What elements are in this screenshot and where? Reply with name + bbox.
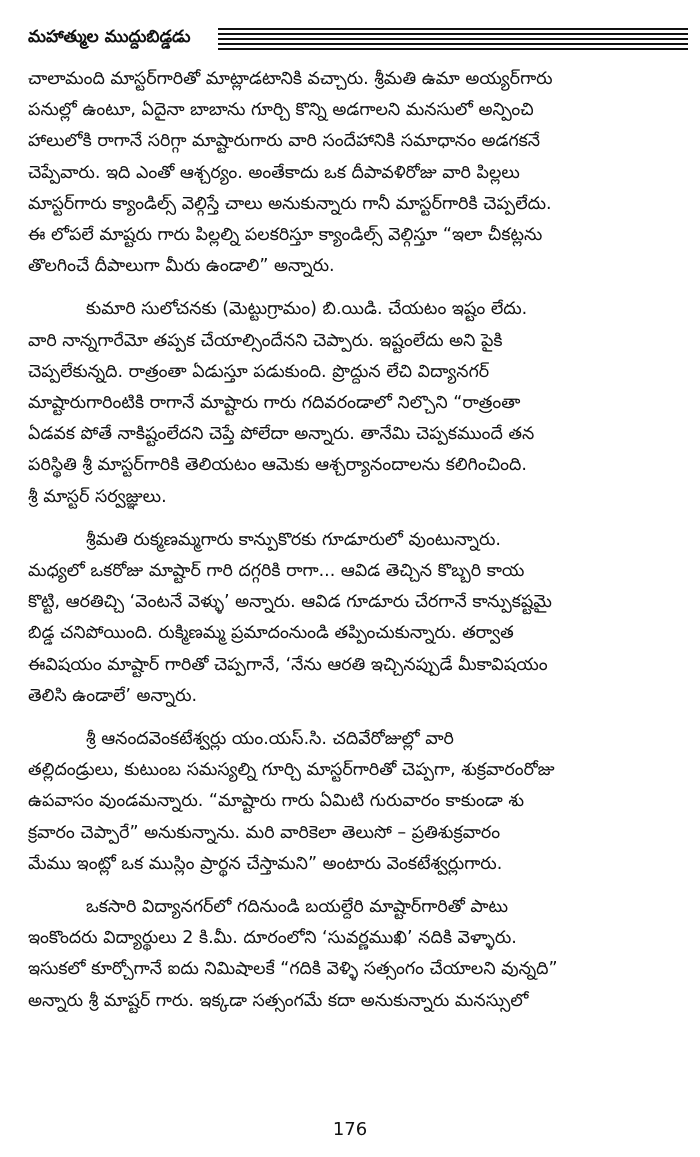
- text-line: తల్లిదండ్రులు, కుటుంబ సమస్యల్ని గూర్చి మాస్టర్‌గారితో చెప్పగా, శుక్రవారంరోజు: [28, 760, 555, 781]
- text-line: ఏడవక పోతే నాకిష్టంలేదని చెప్తే పోలేదా అన్నారు. తానేమి చెప్పకముందే తన: [28, 424, 535, 445]
- running-title: మహాత్ముల ముద్దుబిడ్డడు: [28, 27, 191, 47]
- paragraph-3: [28, 525, 680, 712]
- text-line: ఒకసారి విద్యానగర్‌లో గదినుండి బయల్దేరి మాష్టార్‌గారితో పాటు: [86, 897, 509, 918]
- paragraph-4: [28, 724, 680, 880]
- paragraph-5: [28, 892, 680, 1017]
- text-line: అన్నారు శ్రీ మాష్టర్ గారు. ఇక్కడా సత్సంగమే కదా అనుకున్నారు మనస్సులో: [28, 990, 529, 1011]
- text-line: తొలగించే దీపాలుగా మీరు ఉండాలి” అన్నారు.: [28, 256, 335, 277]
- paragraph-1: [28, 64, 680, 282]
- text-line: పరిస్థితి శ్రీ మాస్టర్‌గారికి తెలియటం ఆమెకు ఆశ్చర్యానందాలను కలిగించింది.: [28, 455, 527, 476]
- text-line: వారి నాన్నగారేమో తప్పక చేయాల్సిందేనని చెప్పారు. ఇష్టంలేదు అని పైకి: [28, 330, 503, 351]
- text-line: ఇసుకలో కూర్చోగానే ఐదు నిమిషాలకే “గదికి వెళ్ళి సత్సంగం చేయాలని వున్నది”: [28, 959, 558, 980]
- text-line: కొట్టి, ఆరతిచ్చి ‘వెంటనే వెళ్ళు’ అన్నారు. ఆవిడ గూడూరు చేరగానే కాన్పుకష్టమై: [28, 592, 552, 613]
- text-line: క్రవారం చెప్పారే” అనుకున్నాను. మరి వారికెలా తెలుసో – ప్రతిశుక్రవారం: [28, 822, 501, 843]
- text-line: తెలిసి ఉండాలే’ అన్నారు.: [28, 685, 198, 706]
- text-line: చెప్పేవారు. ఇది ఎంతో ఆశ్చర్యం. అంతేకాదు ఒక దీపావళిరోజు వారి పిల్లలు: [28, 162, 520, 183]
- text-line: చెప్పలేకున్నది. రాత్రంతా ఏడుస్తూ పడుకుంది. ప్రొద్దున లేచి విద్యానగర్: [28, 361, 490, 382]
- page-header: [28, 26, 688, 56]
- text-line: ఈవిషయం మాష్టార్ గారితో చెప్పగానే, ‘నేను ఆరతి ఇచ్చినప్పుడే మీకావిషయం: [28, 654, 548, 675]
- header-rules: [218, 28, 688, 53]
- text-line: ఈ లోపలే మాష్టరు గారు పిల్లల్ని పలకరిస్తూ క్యాండిల్స్ వెల్గిస్తూ “ఇలా చీకట్లను: [28, 225, 543, 246]
- text-line: బిడ్డ చనిపోయింది. రుక్మిణమ్మ ప్రమాదంనుండి తప్పించుకున్నారు. తర్వాత: [28, 623, 514, 644]
- text-line: ఇంకొందరు విద్యార్థులు 2 కి.మీ. దూరంలోని ‘సువర్ణముఖి’ నదికి వెళ్ళారు.: [28, 928, 517, 949]
- text-line: హాలులోకి రాగానే సరిగ్గా మాష్టారుగారు వారి సందేహానికి సమాధానం అడగకనే: [28, 131, 541, 152]
- text-line: శ్రీ ఆనందవెంకటేశ్వర్లు యం.యస్.సి. చదివేరోజుల్లో వారి: [86, 729, 454, 750]
- text-line: మధ్యలో ఒకరోజు మాష్టార్ గారి దగ్గరికి రాగా... ఆవిడ తెచ్చిన కొబ్బరి కాయ: [28, 561, 525, 582]
- text-line: చాలామంది మాస్టర్‌గారితో మాట్లాడటానికి వచ్చారు. శ్రీమతి ఉమా అయ్యర్‌గారు: [28, 69, 553, 89]
- text-line: మేము ఇంట్లో ఒక ముస్లిం ప్రార్థన చేస్తామని” అంటారు వెంకటేశ్వర్లుగారు.: [28, 853, 503, 874]
- paragraph-2: [28, 294, 680, 512]
- text-line: శ్రీ మాస్టర్ సర్వజ్ఞులు.: [28, 486, 167, 507]
- text-line: కుమారి సులోచనకు (మెట్టుగ్రామం) బి.యిడి. చేయటం ఇష్టం లేదు.: [86, 299, 528, 320]
- page-number: 176: [332, 1119, 368, 1140]
- text-line: మాష్టారుగారింటికి రాగానే మాష్టారు గారు గదివరండాలో నిల్చొని “రాత్రంతా: [28, 393, 521, 414]
- text-line: శ్రీమతి రుక్మణమ్మగారు కాన్పుకొరకు గూడూరులో వుంటున్నారు.: [86, 529, 501, 550]
- text-line: పనుల్లో ఉంటూ, ఏదైనా బాబాను గూర్చి కొన్ని అడగాలని మనసులో అన్పించి: [28, 100, 534, 121]
- text-line: ఉపవాసం వుండమన్నారు. “మాష్టారు గారు ఏమిటి గురువారం కాకుండా శు: [28, 791, 525, 812]
- text-line: మాస్టర్‌గారు క్యాండిల్స్ వెల్గిస్తే చాలు అనుకున్నారు గానీ మాస్టర్‌గారికి చెప్పలేదు.: [28, 193, 552, 214]
- page-body: [28, 64, 680, 1017]
